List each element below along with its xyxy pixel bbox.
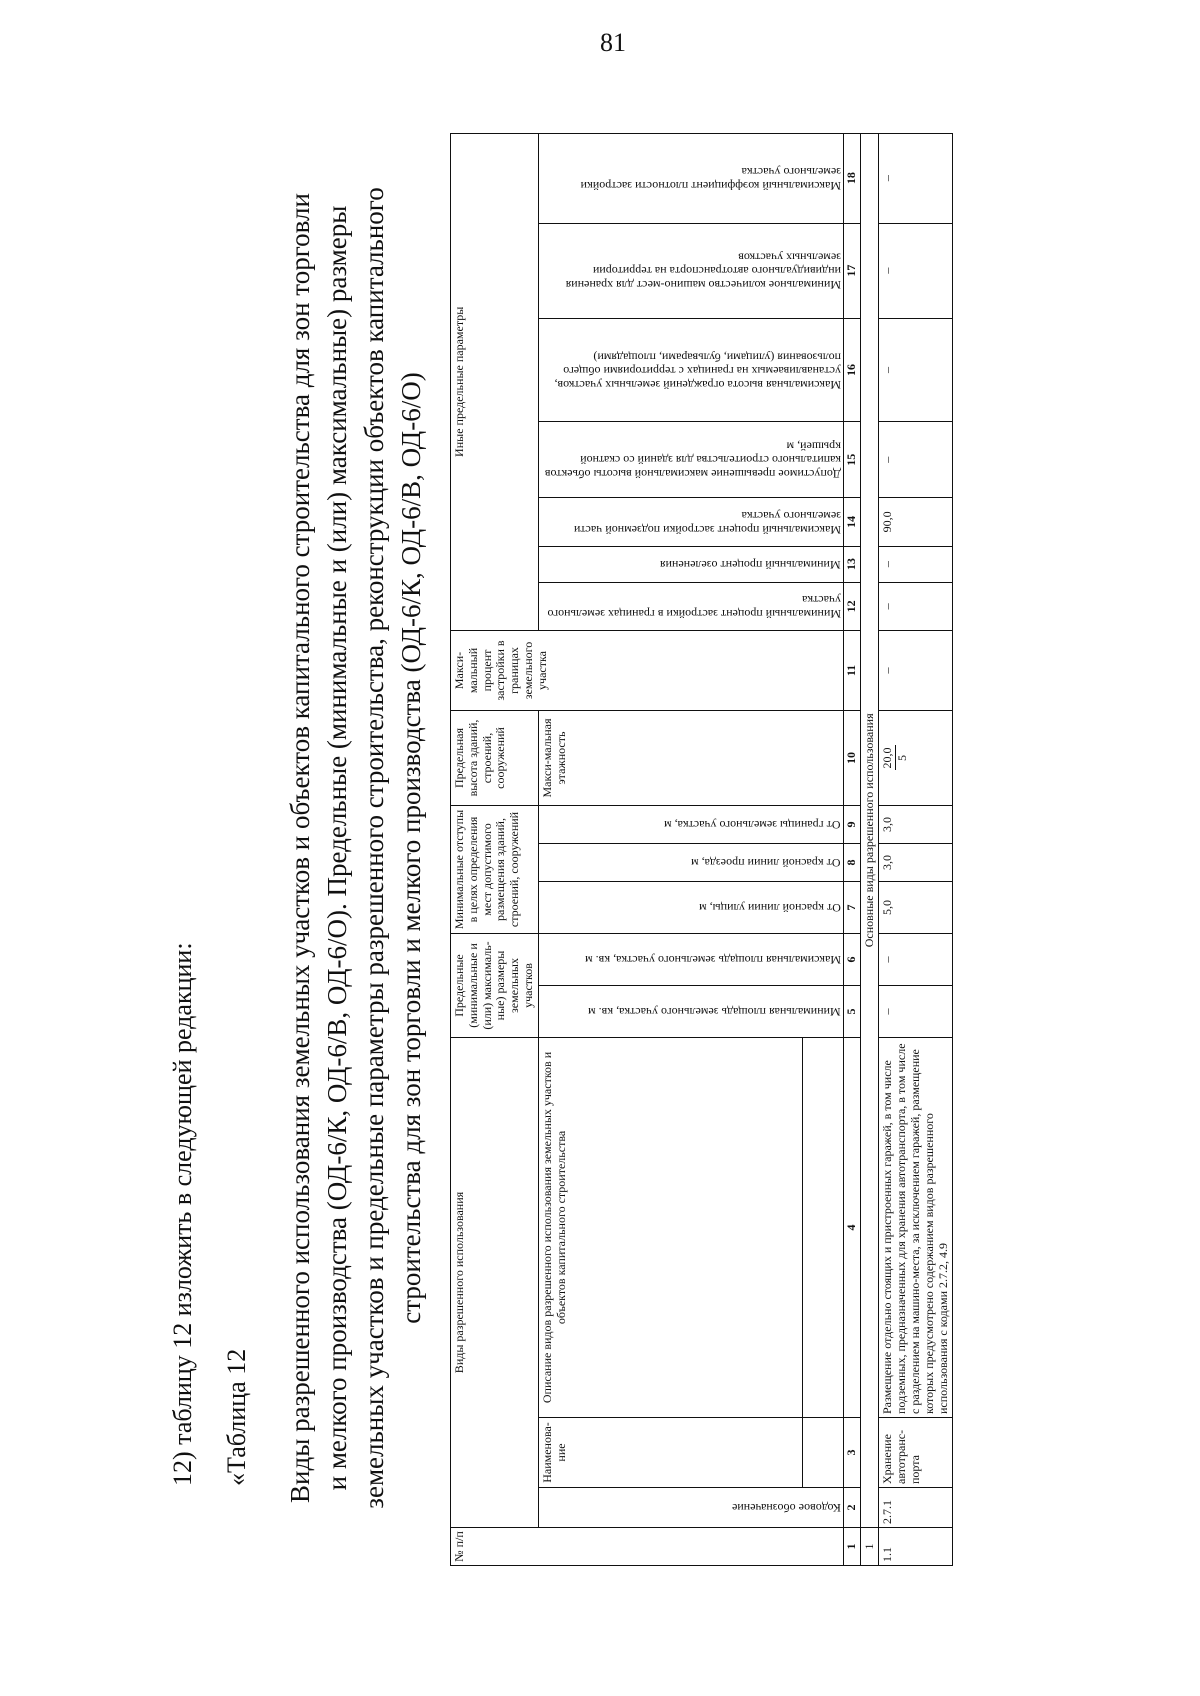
- row-code: 2.7.1: [879, 1488, 953, 1528]
- header-roof-height-excess: Допустимое превышение максимальной высоты объектов капитального строительства для зданий со скатной крышей, м: [538, 422, 843, 498]
- header-max-height: Предельная высота зданий, строений, сооружений: [451, 711, 539, 806]
- header-other-params: Иные предельные параметры: [451, 133, 539, 630]
- table-title-line-1: Виды разрешенного использования земельных участков и объектов капитального строительства для зон торговли: [285, 193, 315, 1503]
- table-title-line-3: земельных участков и предельные параметры разрешенного строительства, реконструкции объектов капитального: [359, 187, 389, 1509]
- header-setback-driveway: От красной линии проезда, м: [538, 844, 843, 882]
- col-number: 10: [843, 711, 860, 806]
- col-number: 3: [843, 1418, 860, 1488]
- row-parking-spaces: –: [879, 223, 953, 318]
- row-setback-driveway: 3,0: [879, 844, 953, 882]
- table-row: [879, 133, 953, 1565]
- section-row: [860, 133, 879, 1565]
- row-description: Размещение отдельно стоящих и пристроенных гаражей, в том числе подземных, предназначенных для хранения автотранспорта, в том числе с разделением на машино-места, за исключением гаражей, размещение которых предусмотрено содержанием видов разрешенного использования с кодами 2.7.2, 4.9: [879, 1038, 953, 1418]
- col-number: 18: [843, 133, 860, 223]
- row-max-area: –: [879, 934, 953, 986]
- section-number: 1: [860, 1528, 879, 1566]
- header-max-area: Максимальная площадь земельного участка, кв. м: [538, 934, 843, 986]
- row-setback-boundary: 3,0: [879, 806, 953, 844]
- row-min-greening: –: [879, 546, 953, 582]
- row-number: 1.1: [879, 1528, 953, 1566]
- col-number: 1: [843, 1528, 860, 1566]
- header-max-build-percent: Макси-мальный процент застройки в границах земельного участка: [451, 631, 844, 711]
- header-min-build-percent: Минимальный процент застройки в границах земельного участка: [538, 582, 843, 630]
- height-fraction: [881, 746, 910, 771]
- table-title-line-4: строительства для зон торговли и мелкого производства (ОД-6/К, ОД-6/В, ОД-6/О): [396, 372, 426, 1324]
- header-density-coefficient: Максимальный коэффициент плотности застройки земельного участка: [538, 133, 843, 223]
- row-height-floors: [879, 711, 953, 806]
- row-roof-height-excess: –: [879, 422, 953, 498]
- table-title-line-2: и мелкого производства (ОД-6/К, ОД-6/В, ОД-6/О). Предельные (минимальные и (или) максимальные) размеры: [322, 205, 352, 1491]
- col-number: 5: [843, 986, 860, 1038]
- row-fence-height: –: [879, 318, 953, 422]
- col-number: 9: [843, 806, 860, 844]
- header-row-number: № п/п: [451, 1528, 844, 1566]
- header-code: Кодовое обозначение: [538, 1488, 843, 1528]
- col-number: 15: [843, 422, 860, 498]
- row-density-coefficient: –: [879, 133, 953, 223]
- header-max-underground: Максимальный процент застройки подземной части земельного участка: [538, 498, 843, 546]
- row-max-height: 20,0: [880, 747, 895, 769]
- header-parking-spaces: Минимальное количество машино-мест для хранения индивидуального автотранспорта на территории земельных участков: [538, 223, 843, 318]
- col-number: 14: [843, 498, 860, 546]
- col-number: 2: [843, 1488, 860, 1528]
- intro-text: 12) таблицу 12 изложить в следующей редакции:: [168, 942, 197, 1486]
- header-setback-street: От красной линии улицы, м: [538, 882, 843, 934]
- col-number: 13: [843, 546, 860, 582]
- col-number: 6: [843, 934, 860, 986]
- parameters-table: [450, 133, 953, 1566]
- header-permitted-uses: Виды разрешенного использования: [451, 1038, 539, 1528]
- row-max-floors: 5: [895, 755, 910, 761]
- row-max-underground: 90,0: [879, 498, 953, 546]
- col-number: 12: [843, 582, 860, 630]
- table-label: «Таблица 12: [222, 1348, 251, 1486]
- page-number: 81: [600, 28, 626, 57]
- row-setback-street: 5,0: [879, 882, 953, 934]
- col-number: 16: [843, 318, 860, 422]
- header-plot-sizes: Предельные (минимальные и (или) максималь-ные) размеры земельных участков: [451, 934, 539, 1038]
- row-min-area: –: [879, 986, 953, 1038]
- col-number: 17: [843, 223, 860, 318]
- col-number: 11: [843, 631, 860, 711]
- header-min-greening: Минимальный процент озеленения: [538, 546, 843, 582]
- header-max-floors: Макси-мальная этажность: [538, 711, 843, 806]
- header-setback-boundary: От границы земельного участка, м: [538, 806, 843, 844]
- header-description-spacer: [803, 1038, 844, 1418]
- header-fence-height: Максимальная высота ограждений земельных участков, устанавливаемых на границах с территориями общего пользования (улицами, бульварами, площадями): [538, 318, 843, 422]
- row-min-build-percent: –: [879, 582, 953, 630]
- header-description: Описание видов разрешенного использования земельных участков и объектов капитального строительства: [538, 1038, 802, 1418]
- col-number: 7: [843, 882, 860, 934]
- header-name-spacer: [803, 1418, 844, 1488]
- column-number-row: [843, 133, 860, 1565]
- row-name: Хранение автотранс-порта: [879, 1418, 953, 1488]
- col-number: 4: [843, 1038, 860, 1418]
- header-setbacks: Минимальные отступы в целях определения мест допустимого размещения зданий, строений, сооружений: [451, 806, 539, 934]
- col-number: 8: [843, 844, 860, 882]
- section-title: Основные виды разрешенного использования: [860, 133, 879, 1527]
- header-min-area: Минимальная площадь земельного участка, кв. м: [538, 986, 843, 1038]
- header-name: Наименова-ние: [538, 1418, 802, 1488]
- row-max-build-percent: –: [879, 631, 953, 711]
